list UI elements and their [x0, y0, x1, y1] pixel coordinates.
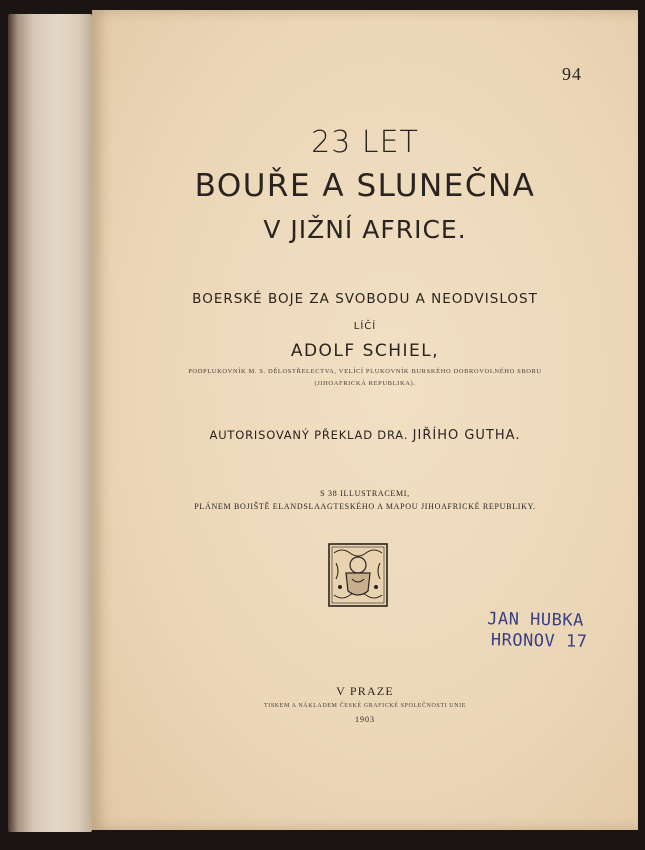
author-description: [92, 366, 638, 390]
owner-stamp: [487, 609, 588, 653]
title-line-3: V JIŽNÍ AFRICE.: [263, 215, 467, 244]
subtitle: BOERSKÉ BOJE ZA SVOBODU A NEODVISLOST: [192, 291, 538, 307]
publisher-emblem-icon: [328, 543, 388, 607]
page-number: 94: [562, 64, 582, 84]
title-line-2: BOUŘE A SLUNEČNA: [194, 168, 536, 204]
author-intro: LÍČÍ: [353, 321, 377, 332]
author-description-line-1: PODPLUKOVNÍK M. S. DĚLOSTŘELECTVA, VELÍCÍ PLUKOVNÍK BURSKÉHO DOBROVOLNÉHO SBORU: [188, 368, 542, 375]
translation-credit: [92, 428, 638, 443]
stamp-line-2: HRONOV 17: [490, 630, 588, 652]
title-line-1: 23 LET: [311, 125, 419, 160]
illustrations-line-2: PLÁNEM BOJIŠTĚ ELANDSLAAGTESKÉHO A MAPOU JIHOAFRICKÉ REPUBLIKY.: [194, 502, 536, 511]
title-page: [92, 10, 638, 830]
facing-page-edge: [8, 14, 92, 832]
translator-name: JIŘÍHO GUTHA.: [412, 428, 521, 443]
author-description-line-2: (JIHOAFRICKÁ REPUBLIKA).: [314, 380, 416, 387]
translation-prefix: AUTORISOVANÝ PŘEKLAD DRA.: [209, 428, 409, 442]
stamp-line-1: JAN HUBKA: [487, 609, 584, 631]
imprint-printer: TISKEM A NÁKLADEM ČESKÉ GRAFICKÉ SPOLEČNOSTI UNIE: [263, 703, 467, 709]
author-name: ADOLF SCHIEL,: [290, 341, 440, 361]
imprint-place: V PRAZE: [336, 684, 394, 698]
imprint-year: 1903: [355, 715, 375, 724]
illustrations-line-1: S 38 ILLUSTRACEMI,: [320, 489, 410, 498]
